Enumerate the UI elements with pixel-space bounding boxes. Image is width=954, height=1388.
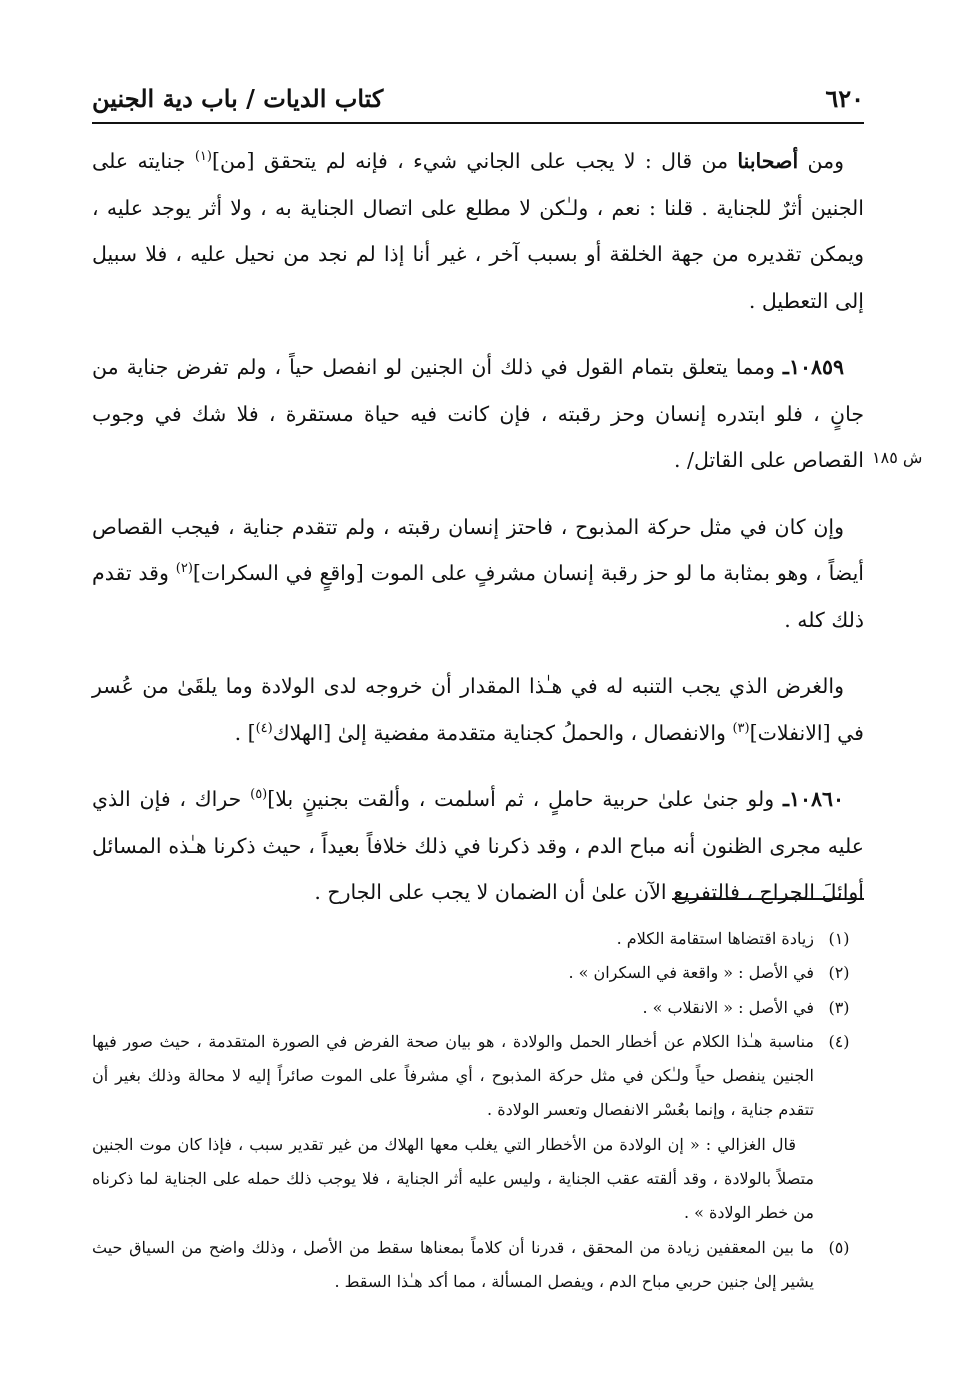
paragraph-4 bbox=[92, 663, 864, 756]
footnote-4 bbox=[92, 1025, 864, 1128]
main-text bbox=[92, 138, 864, 928]
footnote-text: زيادة اقتضاها استقامة الكلام . bbox=[616, 929, 814, 948]
paragraph-2 bbox=[92, 344, 864, 484]
footnote-ref-2[interactable]: (٢) bbox=[175, 561, 193, 577]
p1-text-b: من قال : لا يجب على الجاني شيء ، فإنه لم يتحقق [من] bbox=[211, 149, 738, 173]
manuscript-folio-note: ش ١٨٥ bbox=[872, 448, 923, 467]
p1-bold-term: أصحابنا bbox=[737, 149, 799, 173]
p1-text-a: ومن bbox=[798, 149, 844, 173]
footnote-5 bbox=[92, 1231, 864, 1300]
p2-text: ومما يتعلق بتمام القول في ذلك أن الجنين لو انفصل حياً ، ولم تفرض جناية من جانٍ ، فلو ابتدره إنسان وحز رقبته ، فإن كانت فيه حياة مستقرة ، فلا شك في وجوب القصاص على القاتل/ . bbox=[92, 355, 864, 472]
paragraph-1 bbox=[92, 138, 864, 324]
footnote-text: مناسبة هـٰذا الكلام عن أخطار الحمل والولادة ، هو بيان صحة الفرض في الصورة المتقدمة ، حيث صور فيها الجنين ينفصل حياً ولـٰكن في مثل حركة المذبوح ، أي مشرفاً على الموت صائراً إليه لا محالة وذلك بغير أن تتقدم جناية ، وإنما بعُسْر الانفصال وتعسر الولادة . bbox=[92, 1031, 814, 1120]
footnote-3 bbox=[92, 991, 864, 1025]
paragraph-5 bbox=[92, 776, 864, 916]
p4-text-b: والانفصال ، والحملُ كجناية متقدمة مفضية إلىٰ [الهلاك bbox=[272, 720, 733, 745]
paragraph-3 bbox=[92, 504, 864, 644]
footnote-1 bbox=[92, 922, 864, 956]
footnote-ref-3[interactable]: (٣) bbox=[732, 720, 750, 736]
issue-number-10860: ١٠٨٦٠ـ bbox=[782, 787, 845, 811]
footnote-number: (٥) bbox=[828, 1237, 850, 1257]
footnote-number: (٣) bbox=[828, 997, 850, 1017]
footnote-number: (٤) bbox=[828, 1031, 850, 1051]
p3-text-b: وقد تقدم ذلك كله . bbox=[92, 561, 864, 632]
footnote-number: (٢) bbox=[828, 963, 850, 983]
p3-text-a: وإن كان في مثل حركة المذبوح ، فاحتز إنسان رقبته ، ولم تتقدم جناية ، فيجب القصاص أيضاً ، وهو بمثابة ما لو حز رقبة إنسان مشرفٍ على الموت [واقعٍ في السكرات] bbox=[92, 514, 864, 585]
footnote-number: (١) bbox=[828, 929, 850, 948]
footnote-text: في الأصل : « الانقلاب » . bbox=[642, 997, 814, 1017]
p5-text-b: حراك ، فإن الذي عليه مجرى الظنون أنه مباح الدم ، وقد ذكرنا في ذلك خلافاً بعيداً ، حيث ذكرنا هـٰذه المسائل أوائلَ الجراح ، فالتفريع الآن علىٰ أن الضمان لا يجب على الجارح . bbox=[92, 787, 864, 904]
footnote-ref-1[interactable]: (١) bbox=[194, 149, 212, 165]
page-number: ٦٢٠ bbox=[825, 84, 864, 113]
p4-text-a: والغرض الذي يجب التنبه له في هـٰذا المقدار أن خروجه لدى الولادة وما يلقَىٰ من عُسر في [الانفلات] bbox=[92, 674, 864, 745]
footnote-ref-4[interactable]: (٤) bbox=[255, 720, 273, 736]
chapter-title: كتاب الديات / باب دية الجنين bbox=[92, 84, 384, 113]
footnote-ref-5[interactable]: (٥) bbox=[250, 787, 268, 803]
footnote-text: ما بين المعقفين زيادة من المحقق ، قدرنا أن كلاماً بمعناها سقط من الأصل ، وذلك واضح من السياق حيث يشير إلىٰ جنين حربي مباح الدم ، ويفصل المسألة ، مما أكد هـٰذا السقط . bbox=[92, 1237, 814, 1291]
footnote-divider bbox=[672, 898, 864, 900]
p1-text-c: جنايته على الجنين أثرٌ للجناية . قلنا : نعم ، ولـٰكن لا مطلع على اتصال الجناية به ، ولا أثر يوجد عليه ، ويمكن تقديره من جهة الخلقة أو بسبب آخر ، غير أنا إذا لم نجد من نحيل عليه ، فلا سبيل إلى التعطيل . bbox=[92, 149, 864, 313]
issue-number-10859: ١٠٨٥٩ـ bbox=[782, 355, 844, 379]
p4-text-c: ] . bbox=[234, 720, 256, 745]
footnote-2 bbox=[92, 956, 864, 990]
footnote-4-quote: قال الغزالي : « إن الولادة من الأخطار التي يغلب معها الهلاك من غير تقدير سبب ، فإذا كان موت الجنين متصلاً بالولادة ، وقد ألقته عقب الجناية ، وليس عليه أثر الجناية ، فلا يوجب ذلك حمله على الجناية لما ذكرناه من خطر الولادة » . bbox=[92, 1134, 814, 1223]
footnote-text: في الأصل : « واقعة في السكران » . bbox=[568, 963, 814, 983]
running-header bbox=[92, 82, 864, 124]
p5-text-a: ولو جنىٰ علىٰ حربية حاملٍ ، ثم أسلمت ، وألقت بجنينٍ بلا] bbox=[267, 787, 783, 811]
footnotes bbox=[92, 922, 864, 1299]
